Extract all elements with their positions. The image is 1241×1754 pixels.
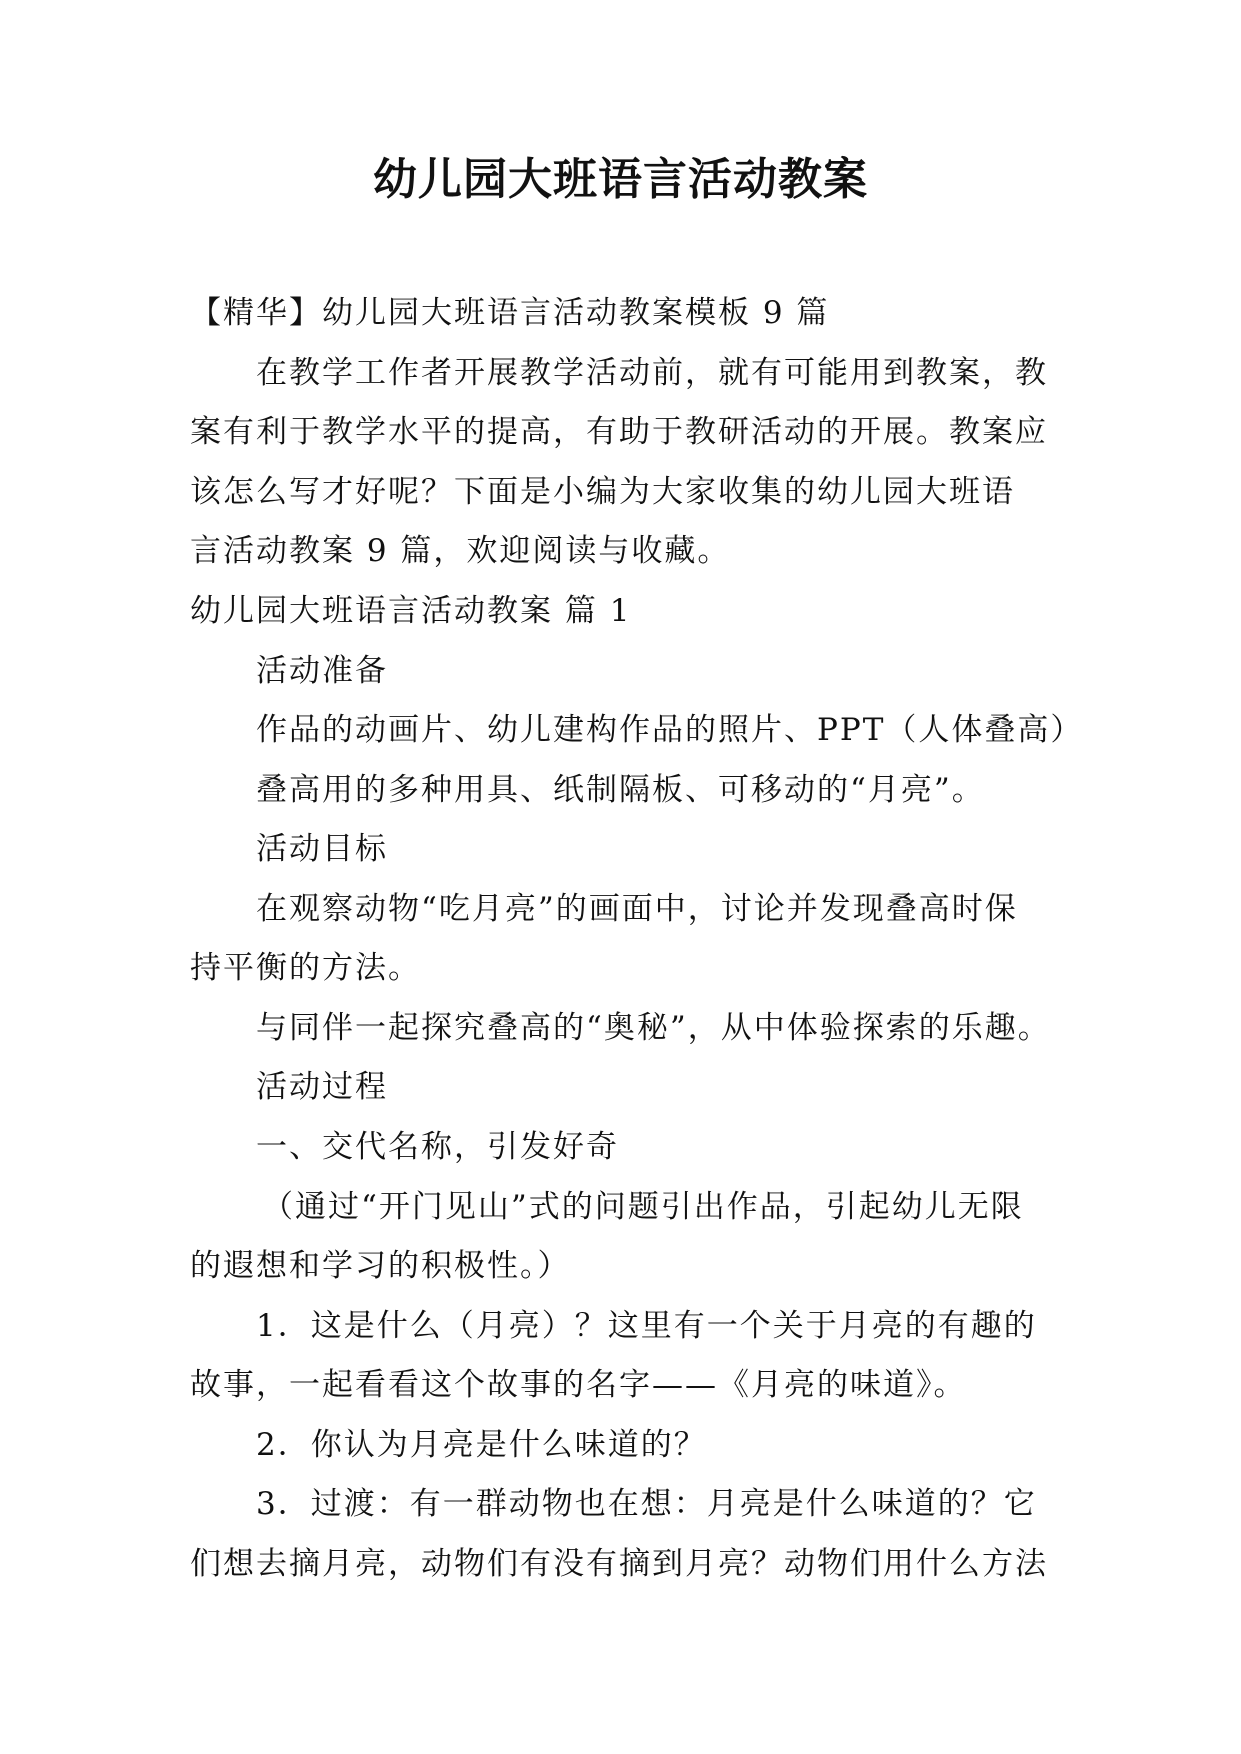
paragraph-line: 们想去摘月亮，动物们有没有摘到月亮？动物们用什么方法	[190, 1546, 1048, 1582]
paragraph-line: 言活动教案 9 篇，欢迎阅读与收藏。	[190, 533, 731, 569]
paragraph-line: 该怎么写才好呢？下面是小编为大家收集的幼儿园大班语	[190, 474, 1015, 510]
paragraph-line: 在观察动物“吃月亮”的画面中，讨论并发现叠高时保	[256, 891, 1018, 927]
paragraph-line: 活动过程	[256, 1069, 388, 1105]
paragraph-line: 一、交代名称，引发好奇	[256, 1129, 619, 1165]
subtitle-line: 【精华】幼儿园大班语言活动教案模板 9 篇	[190, 295, 830, 331]
paragraph-line: 在教学工作者开展教学活动前，就有可能用到教案，教	[256, 355, 1048, 391]
paragraph-line: 活动准备	[256, 653, 388, 689]
paragraph-line: 活动目标	[256, 831, 388, 867]
paragraph-line: 案有利于教学水平的提高，有助于教研活动的开展。教案应	[190, 414, 1048, 450]
section-heading: 幼儿园大班语言活动教案 篇 1	[190, 593, 632, 629]
paragraph-line: 与同伴一起探究叠高的“奥秘”，从中体验探索的乐趣。	[256, 1010, 1051, 1046]
paragraph-line: 的遐想和学习的积极性。）	[190, 1248, 571, 1284]
paragraph-line: 叠高用的多种用具、纸制隔板、可移动的“月亮”。	[256, 772, 985, 808]
paragraph-line: 持平衡的方法。	[190, 950, 421, 986]
paragraph-line: 1．这是什么（月亮）？这里有一个关于月亮的有趣的	[256, 1308, 1037, 1344]
paragraph-line: 2．你认为月亮是什么味道的？	[256, 1427, 707, 1463]
paragraph-line: （通过“开门见山”式的问题引出作品，引起幼儿无限	[262, 1189, 1024, 1225]
document-title: 幼儿园大班语言活动教案	[373, 154, 868, 205]
paragraph-line: 作品的动画片、幼儿建构作品的照片、PPT（人体叠高）	[256, 712, 1084, 748]
paragraph-line: 3．过渡：有一群动物也在想：月亮是什么味道的？它	[256, 1486, 1037, 1522]
paragraph-line: 故事，一起看看这个故事的名字——《月亮的味道》。	[190, 1367, 967, 1403]
